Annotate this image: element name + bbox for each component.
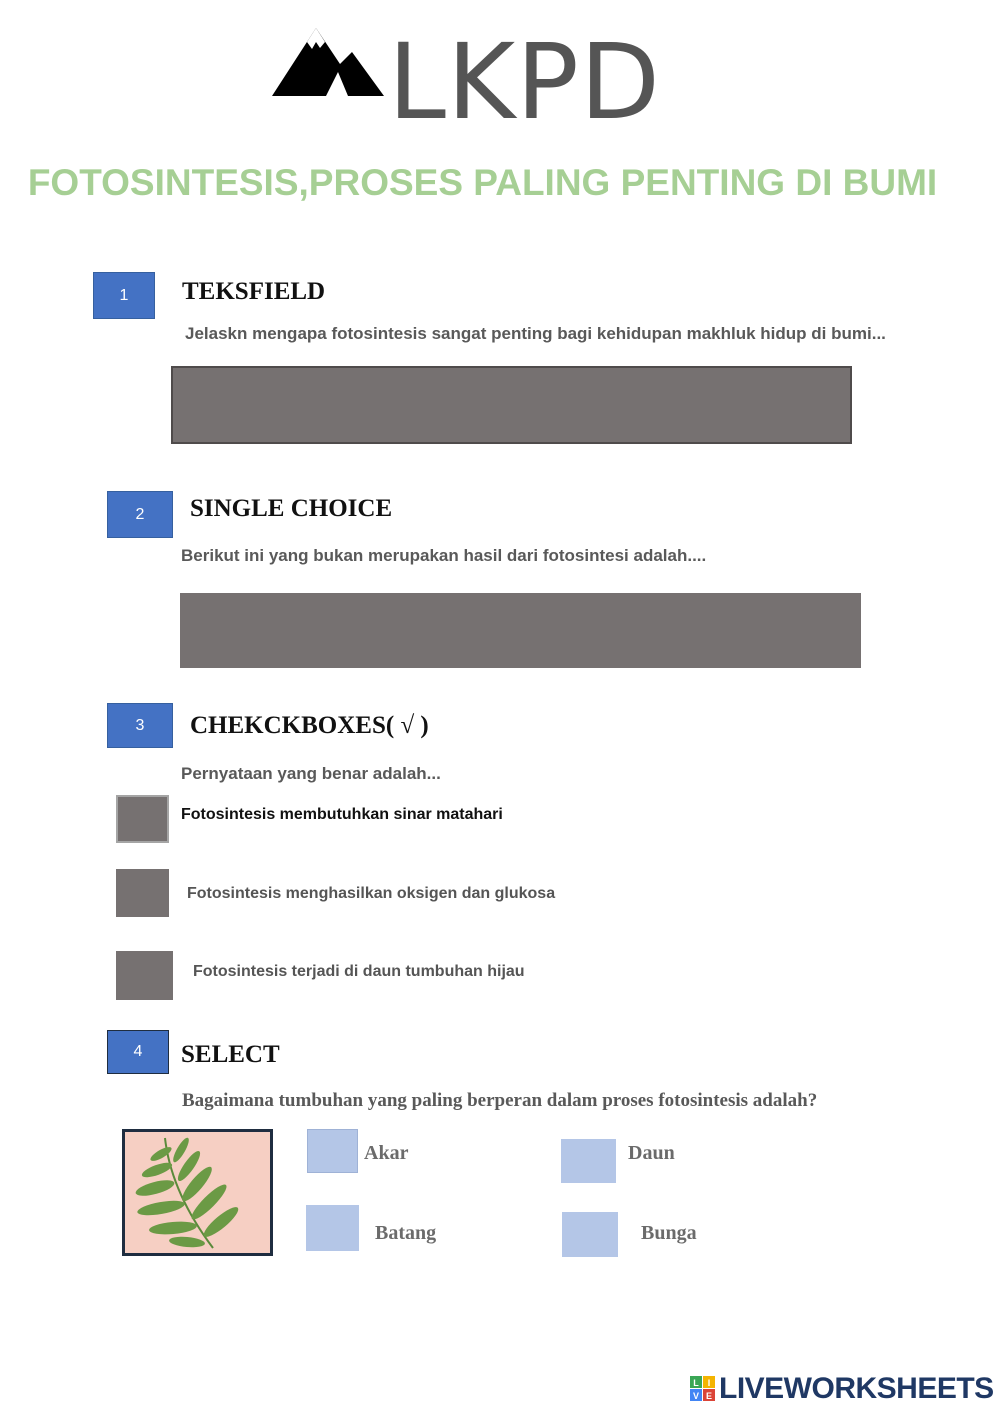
section-3-title: CHEKCKBOXES( √ )	[190, 712, 429, 739]
fern-leaf-icon	[125, 1132, 270, 1253]
select-option-batang[interactable]	[306, 1205, 359, 1251]
section-3-question: Pernyataan yang benar adalah...	[181, 764, 441, 783]
section-3-number: 3	[107, 703, 173, 748]
brand-icon-letter-i: I	[707, 1378, 711, 1388]
section-2-title: SINGLE CHOICE	[190, 495, 393, 522]
page-title: FOTOSINTESIS,PROSES PALING PENTING DI BUMI	[27, 162, 938, 203]
single-choice-answer[interactable]	[180, 593, 861, 668]
brand-icon-letter-v: V	[692, 1391, 700, 1401]
brand-name: LIVEWORKSHEETS	[719, 1372, 994, 1405]
select-option-akar[interactable]	[307, 1129, 358, 1173]
checkbox-1[interactable]	[116, 795, 169, 843]
section-1-number: 1	[93, 272, 155, 319]
checkbox-2[interactable]	[116, 869, 169, 917]
select-label-bunga: Bunga	[641, 1222, 697, 1244]
checkbox-3[interactable]	[116, 951, 173, 1000]
liveworksheets-brand[interactable]	[690, 1372, 994, 1406]
logo-text: LKPD	[388, 21, 661, 143]
select-label-akar: Akar	[364, 1142, 409, 1164]
leaf-image	[122, 1129, 273, 1256]
textfield-answer[interactable]	[171, 366, 852, 444]
section-1-title: TEKSFIELD	[182, 278, 326, 305]
brand-icon-letter-e: E	[705, 1391, 713, 1401]
section-4-title: SELECT	[181, 1041, 280, 1068]
select-label-batang: Batang	[375, 1222, 437, 1244]
checkbox-2-label: Fotosintesis menghasilkan oksigen dan glukosa	[187, 885, 556, 902]
section-2-number: 2	[107, 491, 173, 538]
section-4-question: Bagaimana tumbuhan yang paling berperan dalam proses fotosintesis adalah?	[182, 1090, 818, 1111]
liveworksheets-blocks-icon	[690, 1376, 716, 1402]
select-option-daun[interactable]	[561, 1139, 616, 1183]
select-option-bunga[interactable]	[562, 1212, 618, 1257]
select-label-daun: Daun	[628, 1142, 675, 1164]
checkbox-1-label: Fotosintesis membutuhkan sinar matahari	[181, 806, 503, 823]
mountain-icon	[272, 24, 384, 98]
section-2-question: Berikut ini yang bukan merupakan hasil dari fotosintesi adalah....	[181, 546, 707, 565]
brand-icon-letter-l: L	[693, 1378, 699, 1388]
section-1-question: Jelaskn mengapa fotosintesis sangat penting bagi kehidupan makhluk hidup di bumi...	[185, 324, 886, 343]
checkbox-3-label: Fotosintesis terjadi di daun tumbuhan hijau	[193, 963, 525, 980]
section-4-number: 4	[107, 1030, 169, 1074]
